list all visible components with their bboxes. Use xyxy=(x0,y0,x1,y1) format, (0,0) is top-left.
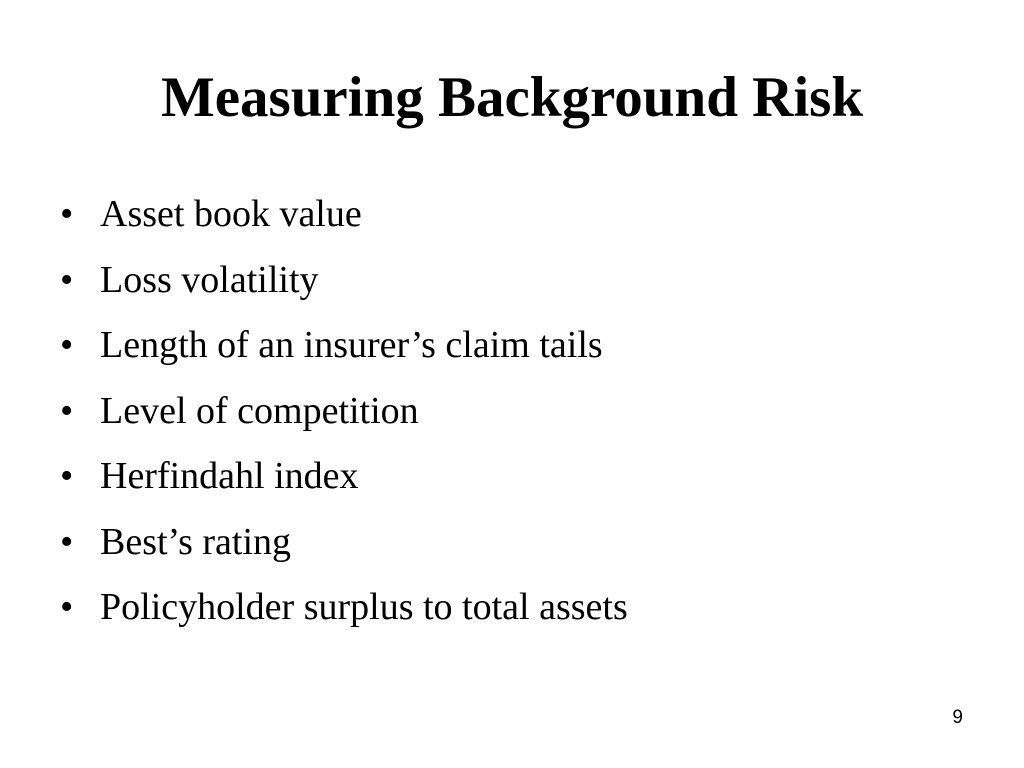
bullet-icon: • xyxy=(60,389,74,432)
bullet-icon: • xyxy=(60,258,74,301)
bullet-text: Asset book value xyxy=(100,193,362,235)
bullet-item-loss-volatility xyxy=(60,252,628,318)
page-number: 9 xyxy=(952,707,963,728)
bullet-icon: • xyxy=(60,520,74,563)
bullet-icon: • xyxy=(60,586,74,628)
bullet-text: Policyholder surplus to total assets xyxy=(100,586,628,628)
bullet-text: Length of an insurer’s claim tails xyxy=(100,324,603,366)
bullet-item-policyholder-surplus xyxy=(60,579,628,645)
bullet-text: Level of competition xyxy=(100,389,419,432)
bullet-item-herfindahl-index xyxy=(60,448,628,514)
bullet-icon: • xyxy=(60,455,74,497)
bullet-text: Best’s rating xyxy=(100,520,292,563)
bullet-icon: • xyxy=(60,324,74,366)
bullet-icon: • xyxy=(60,193,74,235)
slide-title: Measuring Background Risk xyxy=(160,66,864,129)
bullet-item-asset-book-value xyxy=(60,186,628,252)
bullet-text: Herfindahl index xyxy=(100,455,359,497)
bullet-item-claim-tails xyxy=(60,317,628,383)
bullet-list xyxy=(60,186,628,645)
bullet-text: Loss volatility xyxy=(100,258,319,301)
bullet-item-bests-rating xyxy=(60,514,628,580)
bullet-item-level-of-competition xyxy=(60,383,628,449)
